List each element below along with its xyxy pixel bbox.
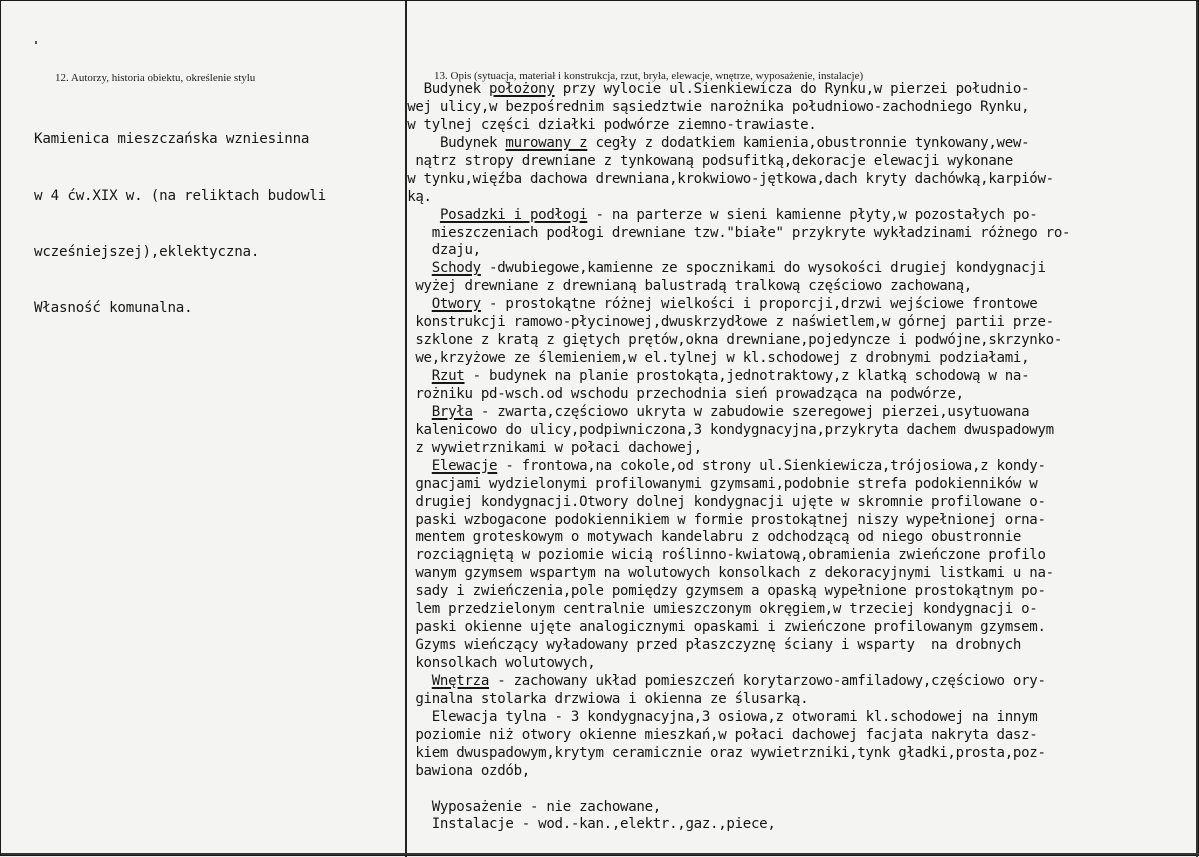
section-13-line	[399, 583, 1199, 601]
line-indent	[399, 458, 432, 474]
line-text: kalenicowo do ulicy,podpiwniczona,3 kondygnacyjna,przykryta dachem dwuspadowym	[415, 421, 1054, 438]
line-indent	[399, 619, 415, 635]
section-13-line	[399, 260, 1199, 278]
section-12-line: wcześniejszej),eklektyczna.	[34, 243, 260, 260]
section-13-line	[399, 296, 1199, 314]
section-13-line	[399, 799, 1199, 817]
section-13-line	[399, 763, 1199, 781]
line-indent	[399, 422, 415, 438]
section-13-line	[399, 314, 1199, 332]
line-indent	[399, 99, 407, 115]
line-indent	[399, 135, 440, 151]
line-text: wyżej drewniane z drewnianą balustradą tralkową częściowo zachowaną,	[415, 278, 972, 295]
section-13-line	[399, 99, 1199, 117]
line-indent	[399, 153, 415, 169]
underlined-heading: murowany z	[505, 134, 588, 151]
line-text: Budynek	[439, 134, 506, 151]
line-text: paski okienne ujęte analogicznymi opaskami i zwieńczone profilowanym gzymsem.	[415, 619, 1046, 636]
line-indent	[399, 242, 432, 258]
line-indent	[399, 512, 415, 528]
line-text: - prostokątne różnej wielkości i proporcji,drzwi wejściowe frontowe	[480, 296, 1038, 313]
line-text: mentem groteskowym o motywach kandelabru z odchodzącą od niego obustronnie	[415, 529, 1022, 546]
line-text: ginalna stolarka drzwiowa i okienna ze ślusarką.	[415, 690, 809, 707]
section-12-header: 12. Autorzy, historia obiektu, określenie stylu	[55, 72, 256, 84]
line-indent	[399, 368, 432, 384]
line-indent	[399, 440, 415, 456]
section-13-line	[399, 709, 1199, 727]
line-indent	[399, 476, 415, 492]
section-13-line	[399, 207, 1199, 225]
section-13-line	[399, 691, 1199, 709]
section-12-line: Własność komunalna.	[34, 299, 193, 316]
section-13-line	[399, 529, 1199, 547]
line-indent	[399, 494, 415, 510]
section-13-line	[399, 440, 1199, 458]
underlined-heading: Rzut	[431, 368, 465, 384]
line-indent	[399, 565, 415, 581]
line-text: Budynek	[423, 81, 490, 97]
underlined-heading: Schody	[431, 260, 481, 277]
section-13-line	[399, 368, 1199, 386]
line-indent	[399, 745, 415, 761]
line-indent	[399, 404, 432, 420]
line-text: - frontowa,na cokole,od strony ul.Sienkiewicza,trójosiowa,z kondy-	[497, 457, 1046, 474]
line-indent	[399, 332, 415, 348]
section-13-line	[399, 476, 1199, 494]
line-indent	[399, 763, 415, 779]
section-12-line: Kamienica mieszczańska wzniesinna	[34, 131, 310, 148]
section-13-line	[399, 781, 1199, 799]
section-13-line	[399, 350, 1199, 368]
line-indent	[399, 296, 432, 312]
line-text: kiem dwuspadowym,krytym ceramicznie oraz wywietrzniki,tynk gładki,prosta,poz-	[415, 744, 1046, 761]
section-13-line	[399, 117, 1199, 135]
section-13-line	[399, 816, 1199, 834]
section-13-line	[399, 655, 1199, 673]
underlined-heading: Wnętrza	[431, 672, 490, 689]
line-text: sady i zwieńczenia,pole pomiędzy gzymsem a opaską wypełnione prostokątnym po-	[415, 583, 1046, 600]
line-text: paski wzbogacone podokiennikiem w formie prostokątnej niszy wypełnionej orna-	[415, 511, 1046, 528]
line-indent	[399, 207, 440, 223]
line-indent	[399, 386, 415, 402]
line-indent	[399, 655, 415, 671]
line-indent	[399, 816, 432, 832]
line-text: rozciągniętą w poziomie wicią roślinno-kwiatową,obramienia zwieńczone profilo	[415, 547, 1046, 564]
line-text: Instalacje - wod.-kan.,elektr.,gaz.,piece,	[431, 816, 776, 833]
line-indent	[399, 260, 432, 276]
line-text: konsolkach wolutowych,	[415, 655, 596, 671]
section-12-line: w 4 ćw.XIX w. (na reliktach budowli	[34, 187, 326, 204]
section-13-line	[399, 547, 1199, 565]
line-indent	[399, 637, 415, 653]
line-indent	[399, 350, 415, 366]
section-13-line	[399, 135, 1199, 153]
line-indent	[399, 171, 407, 187]
underlined-heading: położony	[489, 81, 555, 97]
underlined-heading: Bryła	[431, 403, 473, 420]
section-13-line	[399, 422, 1199, 440]
line-text: - zachowany układ pomieszczeń korytarzowo-amfiladowy,częściowo ory-	[489, 672, 1046, 689]
line-indent	[399, 691, 415, 707]
line-text: - budynek na planie prostokąta,jednotraktowy,z klatką schodową w na-	[464, 368, 1030, 384]
section-13-line	[399, 153, 1199, 171]
section-12-text	[34, 93, 326, 355]
section-13-line	[399, 637, 1199, 655]
line-text: konstrukcji ramowo-płycinowej,dwuskrzydłowe z naświetlem,w górnej partii prze-	[415, 314, 1054, 331]
line-text: ką.	[407, 188, 432, 205]
line-text: Gzyms wieńczący wyładowany przed płaszczyznę ściany i wsparty na drobnych	[415, 637, 1022, 654]
line-indent	[399, 278, 415, 294]
section-13-line	[399, 81, 1199, 99]
line-indent	[399, 673, 432, 689]
section-13-line	[399, 278, 1199, 296]
section-13-line	[399, 242, 1199, 260]
underlined-heading: Posadzki i podłogi	[439, 206, 588, 223]
line-indent	[399, 583, 415, 599]
section-13-line	[399, 673, 1199, 691]
section-13-line	[399, 189, 1199, 207]
section-13-line	[399, 404, 1199, 422]
line-text: - zwarta,częściowo ukryta w zabudowie szeregowej pierzei,usytuowana	[472, 403, 1030, 420]
line-text: rożniku pd-wsch.od wschodu przechodnia sień prowadząca na podwórze,	[415, 385, 964, 402]
line-text: gnacjami wydzielonymi profilowanymi gzymsami,podobnie strefa podokienników w	[415, 475, 1038, 492]
section-13-line	[399, 494, 1199, 512]
section-13-line	[399, 458, 1199, 476]
line-text: bawiona ozdób,	[415, 762, 530, 779]
section-13-line	[399, 225, 1199, 243]
line-indent	[399, 189, 407, 205]
line-text: wej ulicy,w bezpośrednim sąsiedztwie narożnika południowo-zachodniego Rynku,	[407, 98, 1030, 115]
line-text: dzaju,	[431, 242, 481, 259]
underlined-heading: Otwory	[431, 296, 481, 313]
section-13-line	[399, 727, 1199, 745]
line-text: z wywietrznikami w połaci dachowej,	[415, 439, 702, 456]
line-text: poziomie niż otwory okienne mieszkań,w połaci dachowej facjata nakryta dasz-	[415, 726, 1038, 743]
bottom-border	[1, 853, 1199, 855]
line-text: w tylnej części działki podwórze ziemno-trawiaste.	[407, 116, 817, 133]
line-text: we,krzyżowe ze ślemieniem,w el.tylnej w kl.schodowej z drobnymi podziałami,	[415, 350, 1030, 367]
section-13-line	[399, 601, 1199, 619]
line-text: Wyposażenie - nie zachowane,	[431, 798, 661, 815]
section-13-line	[399, 745, 1199, 763]
line-indent	[399, 547, 415, 563]
line-text: nątrz stropy drewniane z tynkowaną podsufitką,dekoracje elewacji wykonane	[415, 152, 1013, 169]
line-text: Elewacja tylna - 3 kondygnacyjna,3 osiowa,z otworami kl.schodowej na innym	[431, 708, 1038, 725]
section-13-line	[399, 619, 1199, 637]
section-13-line	[399, 332, 1199, 350]
section-13-line	[399, 512, 1199, 530]
section-13-line	[399, 171, 1199, 189]
margin-mark	[35, 41, 37, 44]
underlined-heading: Elewacje	[431, 457, 498, 474]
section-13-line	[399, 565, 1199, 583]
line-text: w tynku,więźba dachowa drewniana,krokwiowo-jętkowa,dach kryty dachówką,karpiów-	[407, 170, 1054, 187]
line-indent	[399, 225, 432, 241]
section-13-header: 13. Opis (sytuacja, materiał i konstrukcja, rzut, bryła, elewacje, wnętrze, wyposażenie, instalacje)	[434, 70, 864, 82]
line-indent	[399, 529, 415, 545]
line-text: przy wylocie ul.Sienkiewicza do Rynku,w pierzei południo-	[554, 81, 1030, 97]
line-text: cegły z dodatkiem kamienia,obustronnie tynkowany,wew-	[587, 134, 1030, 151]
line-text: szklone z kratą z giętych prętów,okna drewniane,pojedyncze i podwójne,skrzynko-	[415, 332, 1063, 349]
line-text: drugiej kondygnacji.Otwory dolnej kondygnacji ujęte w skromnie profilowane o-	[415, 493, 1046, 510]
line-text: -dwubiegowe,kamienne ze spocznikami do wysokości drugiej kondygnacji	[480, 260, 1046, 277]
section-13-line	[399, 386, 1199, 404]
line-indent	[399, 601, 415, 617]
line-text: mieszczeniach podłogi drewniane tzw."białe" przykryte wykładzinami różnego ro-	[431, 224, 1071, 241]
line-indent	[399, 799, 432, 815]
line-indent	[399, 727, 415, 743]
line-indent	[399, 314, 415, 330]
line-text: - na parterze w sieni kamienne płyty,w pozostałych po-	[587, 206, 1038, 223]
line-indent	[399, 117, 407, 133]
line-text: lem przedzielonym centralnie umieszczonym okręgiem,w trzeciej kondygnacji o-	[415, 601, 1038, 618]
section-13-text	[399, 81, 1199, 834]
line-indent	[399, 709, 432, 725]
line-indent	[399, 81, 424, 97]
line-text: wanym gzymsem wspartym na wolutowych konsolkach z dekoracyjnymi listkami u na-	[415, 565, 1054, 582]
